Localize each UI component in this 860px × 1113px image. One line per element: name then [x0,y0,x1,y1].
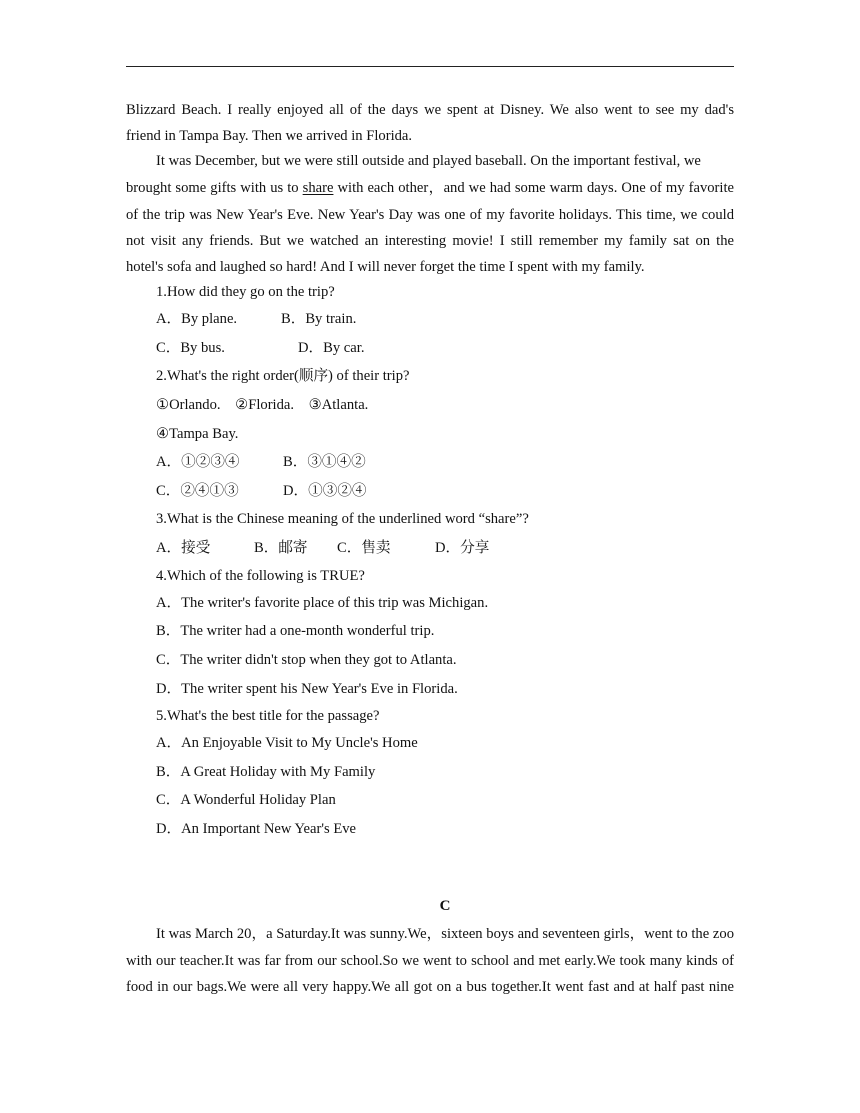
section-c-heading: C [439,898,451,914]
option-b: B．邮寄 [254,540,308,556]
question-3-stem: 3.What is the Chinese meaning of the underlined word “share”? [156,511,529,527]
question-2-options-row-1 [156,453,366,471]
question-5-stem: 5.What's the best title for the passage? [156,708,380,724]
passage-line: It was March 20，a Saturday.It was sunny.We，sixteen boys and seventeen girls，went to the zoo [156,926,734,942]
question-2-items: ④Tampa Bay. [156,426,239,442]
underlined-word-share: share [302,180,334,196]
question-2-stem: 2.What's the right order(顺序) of their trip? [156,368,410,384]
passage-line: It was December, but we were still outside and played baseball. On the important festival, we [156,153,701,169]
option-d: D．By car. [298,340,365,356]
question-1-stem: 1.How did they go on the trip? [156,284,335,300]
passage-text: with each other，and we had some warm days. One of my favorite [333,180,734,196]
option-b: B．By train. [281,311,357,327]
option-c: C．A Wonderful Holiday Plan [156,792,336,808]
option-a: A．接受 [156,540,211,556]
question-1-options-row-2 [156,339,364,357]
question-2-items: ①Orlando. ②Florida. ③Atlanta. [156,397,369,413]
option-a: A．An Enjoyable Visit to My Uncle's Home [156,735,418,751]
question-2-options-row-2 [156,482,367,500]
option-c: C．②④①③ [156,483,239,499]
question-3-options [156,539,489,557]
passage-line: Blizzard Beach. I really enjoyed all of the days we spent at Disney. We also went to see my dad's [126,102,734,118]
passage-line [126,179,734,197]
option-b: B．③①④② [283,454,366,470]
passage-line: hotel's sofa and laughed so hard! And I will never forget the time I spent with my family. [126,259,645,275]
option-c: C．By bus. [156,340,225,356]
question-4-stem: 4.Which of the following is TRUE? [156,568,365,584]
option-d: D．The writer spent his New Year's Eve in Florida. [156,681,458,697]
option-d: D．分享 [435,540,490,556]
option-d: D．①③②④ [283,483,367,499]
passage-line: with our teacher.It was far from our school.So we went to school and met early.We took many kinds of [126,953,734,969]
option-a: A．By plane. [156,311,238,327]
option-d: D．An Important New Year's Eve [156,821,357,837]
passage-text: brought some gifts with us to [126,180,303,196]
passage-line: of the trip was New Year's Eve. New Year's Day was one of my favorite holidays. This time, we could [126,207,734,223]
option-a: A．①②③④ [156,454,240,470]
passage-line: food in our bags.We were all very happy.We all got on a bus together.It went fast and at half past nine [126,979,734,995]
option-a: A．The writer's favorite place of this trip was Michigan. [156,595,489,611]
question-1-options-row-1 [156,310,356,328]
passage-line: friend in Tampa Bay. Then we arrived in Florida. [126,128,413,144]
option-c: C．售卖 [337,540,391,556]
passage-line: not visit any friends. But we watched an interesting movie! I still remember my family sat on the [126,233,734,249]
option-c: C．The writer didn't stop when they got to Atlanta. [156,652,457,668]
option-b: B．The writer had a one-month wonderful trip. [156,623,435,639]
option-b: B．A Great Holiday with My Family [156,764,376,780]
header-rule [126,66,734,67]
